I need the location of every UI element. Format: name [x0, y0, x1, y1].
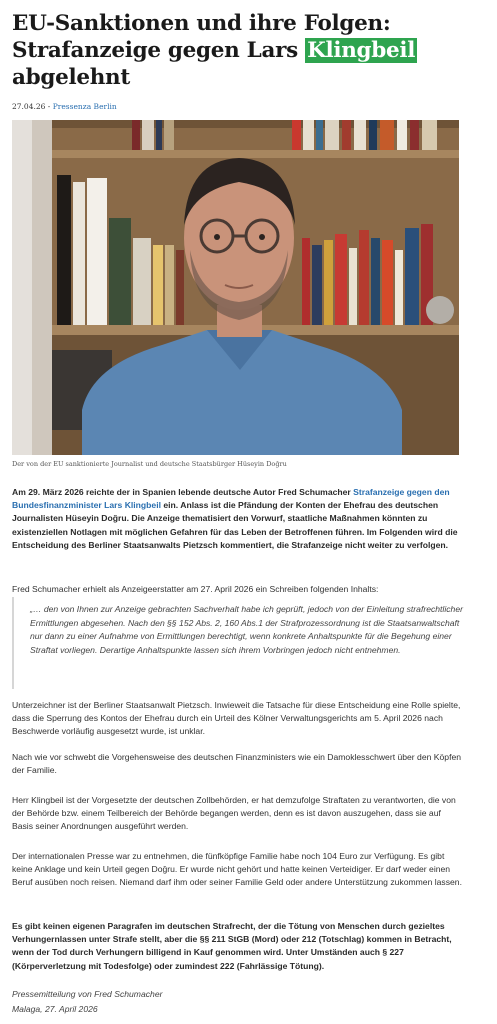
blockquote [12, 597, 464, 689]
meta-separator: - [45, 102, 53, 111]
portrait-image [12, 120, 459, 455]
title-highlight: Klingbeil [307, 38, 416, 63]
press-paragraph: Der internationalen Presse war zu entnehmen, die fünfköpfige Familie habe noch 104 Euro zur Verfügung. Es gibt keine Anklage und kein Urteil gegen Doğru. Er wurde nicht gehört und hatte keinen Verteidiger. Er darf weder einen Beruf ausüben noch reisen. Niemand darf ihm oder seiner Familie Geld oder andere Unterstützung zukommen lassen. [12, 851, 462, 888]
title-line-3: abgelehnt [12, 65, 131, 90]
letter-intro-paragraph: Fred Schumacher erhielt als Anzeigeerstatter am 27. April 2026 ein Schreiben folgenden Inhalts: [12, 584, 379, 594]
signature-line-1: Pressemitteilung von Fred Schumacher [12, 989, 163, 999]
lead-paragraph [12, 486, 464, 552]
article-meta [12, 102, 117, 111]
signer-paragraph: Unterzeichner ist der Berliner Staatsanwalt Pietzsch. Inwieweit die Tatsache für diese Entscheidung eine Rolle spielte, dass die Sperrung des Kontos der Ehefrau durch ein Urteil des Kölner Verwaltungsgerichts am 5. April 2026 nach Beschwerde vorläufig ausgesetzt wurde, ist unklar. [12, 700, 461, 737]
title-line-1: EU-Sanktionen und ihre Folgen: [12, 11, 391, 36]
signature-line-2: Malaga, 27. April 2026 [12, 1004, 98, 1014]
article-date: 27.04.26 [12, 102, 46, 111]
source-link[interactable]: Pressenza Berlin [52, 102, 117, 111]
title-line-2-prefix: Strafanzeige gegen Lars [12, 38, 306, 63]
lead-text-part-2: ein. Anlass ist die Pfändung der Konten der Ehefrau des deutschen Journalisten Hüseyin Doğru. Die Anzeige thematisiert den Vorwurf, staatliche Maßnahmen könnten zu existenziellen Notlagen mit möglichen Gefahren für das Leben der Betroffenen führen. Im Folgenden wird die Entscheidung des Berliner Staatsanwalts Pietzsch kommentiert, die Strafanzeige nicht weiter zu verfolgen. [12, 500, 458, 550]
quote-text: „… den von Ihnen zur Anzeige gebrachten Sachverhalt habe ich geprüft, jedoch von der Einleitung strafrechtlicher Ermittlungen abgesehen. Nach den §§ 152 Abs. 2, 160 Abs.1 der Strafprozessordnung ist die Staatsanwaltschaft nur dann zu einer Aufnahme von Ermittlungen berechtigt, wenn konkrete Anhaltspunkte für die Begehung einer Straftat vorliegen. Derartige Anhaltspunkte lassen sich ihrem Vorbringen jedoch nicht entnehmen. [30, 604, 463, 655]
complaint-link[interactable]: Strafanzeige gegen den Bundesfinanzminister Lars Klingbeil [12, 487, 450, 511]
article-title [12, 10, 482, 91]
lead-text-part-1: Am 29. März 2026 reichte der in Spanien lebende deutsche Autor Fred Schumacher [12, 487, 354, 497]
klingbeil-paragraph: Herr Klingbeil ist der Vorgesetzte der deutschen Zollbehörden, er hat demzufolge Straftaten zu verantworten, die von der Behörde bzw. einem Teilbereich der Behörde begangen werden, denn es ist davon auszugehen, dass sie auf Basis seiner Anordnungen ausgeführt werden. [12, 795, 456, 832]
conclusion-paragraph: Es gibt keinen eigenen Paragrafen im deutschen Strafrecht, der die Tötung von Menschen durch gezieltes Verhungernlassen unter Strafe stellt, aber die §§ 211 StGB (Mord) oder 212 (Totschlag) kommen in Betracht, wenn der Tod durch Verhungern billigend in Kauf genommen wird. Unter Umständen auch § 227 (Körperverletzung mit Todesfolge) oder zumindest 222 (Fahrlässige Tötung). [12, 921, 452, 971]
image-caption: Der von der EU sanktionierte Journalist und deutsche Staatsbürger Hüseyin Doğru [12, 460, 287, 468]
damocles-paragraph: Nach wie vor schwebt die Vorgehensweise des deutschen Finanzministers wie ein Damoklesschwert über den Köpfen der Familie. [12, 752, 462, 776]
article-photo [12, 120, 459, 455]
